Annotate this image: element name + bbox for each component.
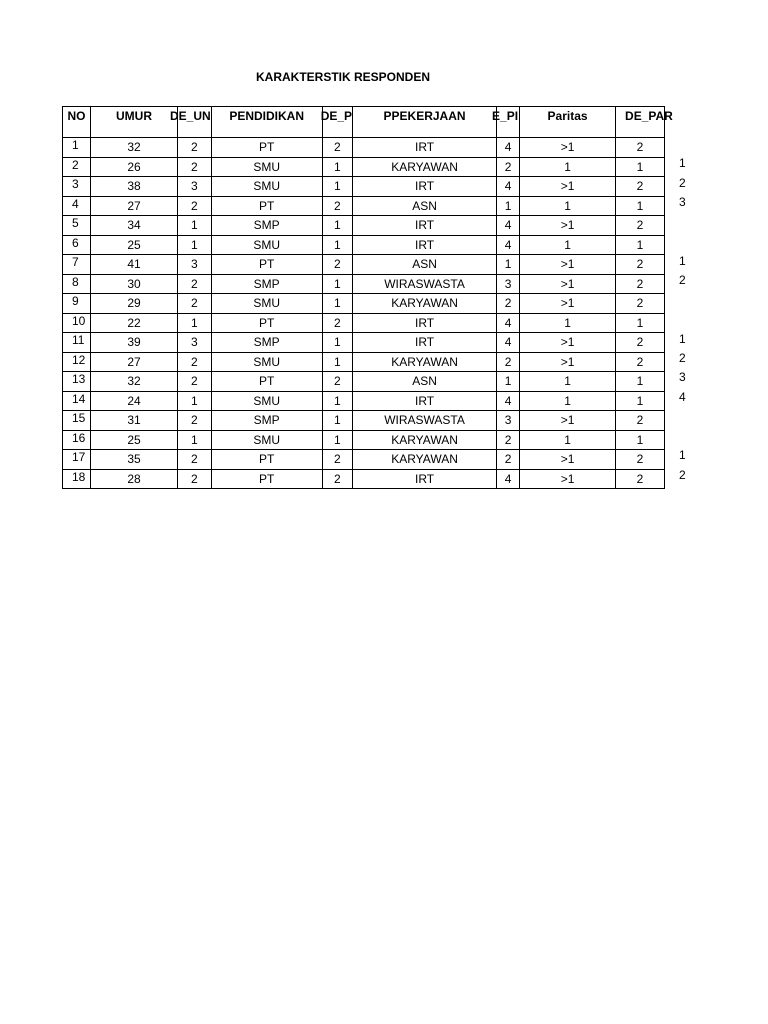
cell-kode-paritas: 2 — [616, 333, 665, 353]
cell-kode-umur: 1 — [178, 391, 212, 411]
cell-kode-pekerjaan: 1 — [497, 255, 520, 275]
cell-kode-pekerjaan: 4 — [497, 469, 520, 489]
cell-pendidikan: SMU — [211, 157, 322, 177]
cell-kode-pendidikan: 2 — [322, 138, 352, 158]
cell-kode-pendidikan: 2 — [322, 372, 352, 392]
cell-no: 14 — [63, 391, 91, 411]
cell-paritas: >1 — [520, 255, 616, 275]
cell-pendidikan: SMU — [211, 177, 322, 197]
cell-kode-pendidikan: 1 — [322, 177, 352, 197]
cell-kode-paritas: 2 — [616, 216, 665, 236]
table-row — [63, 138, 665, 158]
cell-no: 17 — [63, 450, 91, 470]
table-row — [63, 391, 665, 411]
cell-kode-umur: 2 — [178, 469, 212, 489]
cell-pendidikan: SMU — [211, 430, 322, 450]
cell-no: 5 — [63, 216, 91, 236]
cell-kode-umur: 2 — [178, 196, 212, 216]
cell-kode-pekerjaan: 2 — [497, 157, 520, 177]
cell-kode-pekerjaan: 4 — [497, 313, 520, 333]
cell-kode-umur: 3 — [178, 177, 212, 197]
cell-pekerjaan: KARYAWAN — [353, 430, 497, 450]
cell-paritas: >1 — [520, 450, 616, 470]
page-title: KARAKTERSTIK RESPONDEN — [256, 70, 431, 84]
cell-paritas: >1 — [520, 333, 616, 353]
cell-kode-pendidikan: 1 — [322, 391, 352, 411]
table-row — [63, 216, 665, 236]
cell-no: 6 — [63, 235, 91, 255]
cell-umur: 32 — [91, 138, 178, 158]
cell-kode-pendidikan: 1 — [322, 352, 352, 372]
cell-kode-pekerjaan: 4 — [497, 177, 520, 197]
cell-umur: 39 — [91, 333, 178, 353]
table-row — [63, 333, 665, 353]
cell-kode-umur: 1 — [178, 430, 212, 450]
table-row — [63, 177, 665, 197]
cell-kode-pekerjaan: 4 — [497, 235, 520, 255]
cell-kode-umur: 2 — [178, 411, 212, 431]
cell-pekerjaan: WIRASWASTA — [353, 411, 497, 431]
cell-umur: 30 — [91, 274, 178, 294]
cell-kode-pekerjaan: 3 — [497, 274, 520, 294]
cell-kode-umur: 3 — [178, 255, 212, 275]
cell-kode-pekerjaan: 2 — [497, 430, 520, 450]
cell-kode-umur: 2 — [178, 274, 212, 294]
cell-pekerjaan: ASN — [353, 372, 497, 392]
cell-pendidikan: SMP — [211, 216, 322, 236]
cell-pendidikan: PT — [211, 372, 322, 392]
cell-no: 1 — [63, 138, 91, 158]
side-value: 3 — [679, 195, 686, 210]
cell-kode-umur: 2 — [178, 294, 212, 314]
cell-kode-paritas: 2 — [616, 469, 665, 489]
cell-pendidikan: SMU — [211, 352, 322, 372]
table-row — [63, 313, 665, 333]
cell-kode-pekerjaan: 2 — [497, 352, 520, 372]
cell-no: 3 — [63, 177, 91, 197]
cell-pendidikan: PT — [211, 255, 322, 275]
cell-no: 16 — [63, 430, 91, 450]
cell-pekerjaan: IRT — [353, 391, 497, 411]
side-value: 2 — [679, 273, 686, 288]
cell-pekerjaan: KARYAWAN — [353, 294, 497, 314]
header-kode-umur: DE_UN — [178, 107, 212, 138]
cell-kode-paritas: 2 — [616, 138, 665, 158]
header-umur: UMUR — [91, 107, 178, 138]
cell-pekerjaan: KARYAWAN — [353, 450, 497, 470]
cell-umur: 27 — [91, 196, 178, 216]
cell-kode-pekerjaan: 4 — [497, 333, 520, 353]
cell-no: 9 — [63, 294, 91, 314]
cell-pekerjaan: KARYAWAN — [353, 157, 497, 177]
cell-paritas: >1 — [520, 274, 616, 294]
cell-umur: 32 — [91, 372, 178, 392]
cell-kode-paritas: 2 — [616, 450, 665, 470]
side-value: 1 — [679, 448, 686, 463]
cell-kode-paritas: 1 — [616, 430, 665, 450]
cell-kode-paritas: 2 — [616, 274, 665, 294]
cell-kode-pendidikan: 2 — [322, 450, 352, 470]
cell-kode-paritas: 2 — [616, 255, 665, 275]
cell-kode-paritas: 1 — [616, 235, 665, 255]
cell-kode-pendidikan: 2 — [322, 196, 352, 216]
cell-no: 8 — [63, 274, 91, 294]
cell-kode-umur: 2 — [178, 138, 212, 158]
cell-umur: 25 — [91, 430, 178, 450]
table-row — [63, 274, 665, 294]
cell-umur: 29 — [91, 294, 178, 314]
cell-pekerjaan: IRT — [353, 177, 497, 197]
header-no: NO — [63, 107, 91, 138]
cell-kode-pendidikan: 1 — [322, 274, 352, 294]
cell-umur: 41 — [91, 255, 178, 275]
cell-pendidikan: PT — [211, 469, 322, 489]
table-row — [63, 372, 665, 392]
cell-pendidikan: PT — [211, 450, 322, 470]
cell-paritas: >1 — [520, 469, 616, 489]
cell-kode-pekerjaan: 2 — [497, 294, 520, 314]
cell-paritas: >1 — [520, 411, 616, 431]
cell-paritas: >1 — [520, 294, 616, 314]
cell-kode-pendidikan: 1 — [322, 333, 352, 353]
cell-kode-paritas: 2 — [616, 411, 665, 431]
cell-kode-umur: 1 — [178, 216, 212, 236]
cell-paritas: 1 — [520, 313, 616, 333]
cell-kode-pendidikan: 2 — [322, 255, 352, 275]
side-value: 1 — [679, 331, 686, 346]
cell-pendidikan: SMP — [211, 274, 322, 294]
cell-paritas: 1 — [520, 235, 616, 255]
cell-kode-pendidikan: 1 — [322, 157, 352, 177]
cell-umur: 22 — [91, 313, 178, 333]
table-row — [63, 196, 665, 216]
cell-umur: 31 — [91, 411, 178, 431]
table-row — [63, 450, 665, 470]
cell-pendidikan: PT — [211, 138, 322, 158]
cell-kode-pekerjaan: 4 — [497, 391, 520, 411]
cell-pekerjaan: IRT — [353, 235, 497, 255]
cell-kode-pekerjaan: 3 — [497, 411, 520, 431]
cell-pekerjaan: ASN — [353, 196, 497, 216]
table-row — [63, 255, 665, 275]
cell-kode-paritas: 1 — [616, 372, 665, 392]
cell-umur: 28 — [91, 469, 178, 489]
cell-no: 4 — [63, 196, 91, 216]
cell-no: 12 — [63, 352, 91, 372]
cell-no: 10 — [63, 313, 91, 333]
cell-paritas: 1 — [520, 430, 616, 450]
side-value: 2 — [679, 350, 686, 365]
table-row — [63, 235, 665, 255]
cell-kode-umur: 2 — [178, 450, 212, 470]
cell-kode-pendidikan: 2 — [322, 313, 352, 333]
cell-paritas: 1 — [520, 196, 616, 216]
cell-pendidikan: PT — [211, 196, 322, 216]
header-row — [63, 107, 665, 138]
respondent-table — [62, 106, 673, 489]
cell-paritas: >1 — [520, 177, 616, 197]
table-row — [63, 469, 665, 489]
cell-kode-umur: 1 — [178, 313, 212, 333]
cell-umur: 38 — [91, 177, 178, 197]
cell-kode-pekerjaan: 4 — [497, 138, 520, 158]
cell-no: 13 — [63, 372, 91, 392]
cell-kode-paritas: 2 — [616, 177, 665, 197]
cell-umur: 26 — [91, 157, 178, 177]
cell-umur: 25 — [91, 235, 178, 255]
cell-kode-paritas: 1 — [616, 391, 665, 411]
header-kode-paritas: DE_PAR — [616, 107, 665, 138]
cell-kode-pekerjaan: 4 — [497, 216, 520, 236]
cell-pekerjaan: IRT — [353, 469, 497, 489]
cell-umur: 34 — [91, 216, 178, 236]
cell-umur: 35 — [91, 450, 178, 470]
cell-kode-paritas: 1 — [616, 313, 665, 333]
cell-kode-pendidikan: 2 — [322, 469, 352, 489]
cell-pekerjaan: KARYAWAN — [353, 352, 497, 372]
cell-paritas: >1 — [520, 138, 616, 158]
cell-umur: 27 — [91, 352, 178, 372]
cell-kode-pendidikan: 1 — [322, 235, 352, 255]
cell-pekerjaan: ASN — [353, 255, 497, 275]
cell-kode-paritas: 2 — [616, 294, 665, 314]
table-row — [63, 157, 665, 177]
cell-paritas: 1 — [520, 157, 616, 177]
cell-kode-pekerjaan: 2 — [497, 450, 520, 470]
cell-kode-pendidikan: 1 — [322, 216, 352, 236]
header-pekerjaan: PPEKERJAAN — [353, 107, 497, 138]
cell-pekerjaan: IRT — [353, 216, 497, 236]
cell-paritas: 1 — [520, 391, 616, 411]
cell-pendidikan: PT — [211, 313, 322, 333]
cell-kode-pekerjaan: 1 — [497, 372, 520, 392]
cell-pendidikan: SMU — [211, 294, 322, 314]
cell-pendidikan: SMU — [211, 391, 322, 411]
cell-no: 2 — [63, 157, 91, 177]
cell-pekerjaan: IRT — [353, 333, 497, 353]
table-row — [63, 411, 665, 431]
side-value: 1 — [679, 156, 686, 171]
cell-kode-pekerjaan: 1 — [497, 196, 520, 216]
cell-pekerjaan: IRT — [353, 138, 497, 158]
side-value: 2 — [679, 175, 686, 190]
cell-kode-pendidikan: 1 — [322, 411, 352, 431]
header-kode-pekerjaan: E_PI — [497, 107, 520, 138]
table-row — [63, 352, 665, 372]
cell-pendidikan: SMP — [211, 333, 322, 353]
cell-paritas: >1 — [520, 216, 616, 236]
side-value: 1 — [679, 253, 686, 268]
cell-kode-umur: 2 — [178, 372, 212, 392]
cell-paritas: 1 — [520, 372, 616, 392]
cell-paritas: >1 — [520, 352, 616, 372]
cell-kode-paritas: 2 — [616, 352, 665, 372]
side-value: 2 — [679, 467, 686, 482]
table-row — [63, 430, 665, 450]
cell-no: 7 — [63, 255, 91, 275]
cell-kode-pendidikan: 1 — [322, 430, 352, 450]
cell-kode-umur: 2 — [178, 157, 212, 177]
side-value: 4 — [679, 389, 686, 404]
header-paritas: Paritas — [520, 107, 616, 138]
cell-no: 15 — [63, 411, 91, 431]
table-row — [63, 294, 665, 314]
cell-no: 18 — [63, 469, 91, 489]
cell-kode-umur: 1 — [178, 235, 212, 255]
header-pendidikan: PENDIDIKAN — [211, 107, 322, 138]
cell-umur: 24 — [91, 391, 178, 411]
cell-no: 11 — [63, 333, 91, 353]
cell-kode-paritas: 1 — [616, 196, 665, 216]
side-value: 3 — [679, 370, 686, 385]
cell-pekerjaan: WIRASWASTA — [353, 274, 497, 294]
cell-kode-umur: 3 — [178, 333, 212, 353]
cell-pekerjaan: IRT — [353, 313, 497, 333]
cell-kode-pendidikan: 1 — [322, 294, 352, 314]
cell-kode-paritas: 1 — [616, 157, 665, 177]
cell-pendidikan: SMU — [211, 235, 322, 255]
cell-kode-umur: 2 — [178, 352, 212, 372]
header-kode-pendidikan: DE_P — [322, 107, 352, 138]
cell-pendidikan: SMP — [211, 411, 322, 431]
